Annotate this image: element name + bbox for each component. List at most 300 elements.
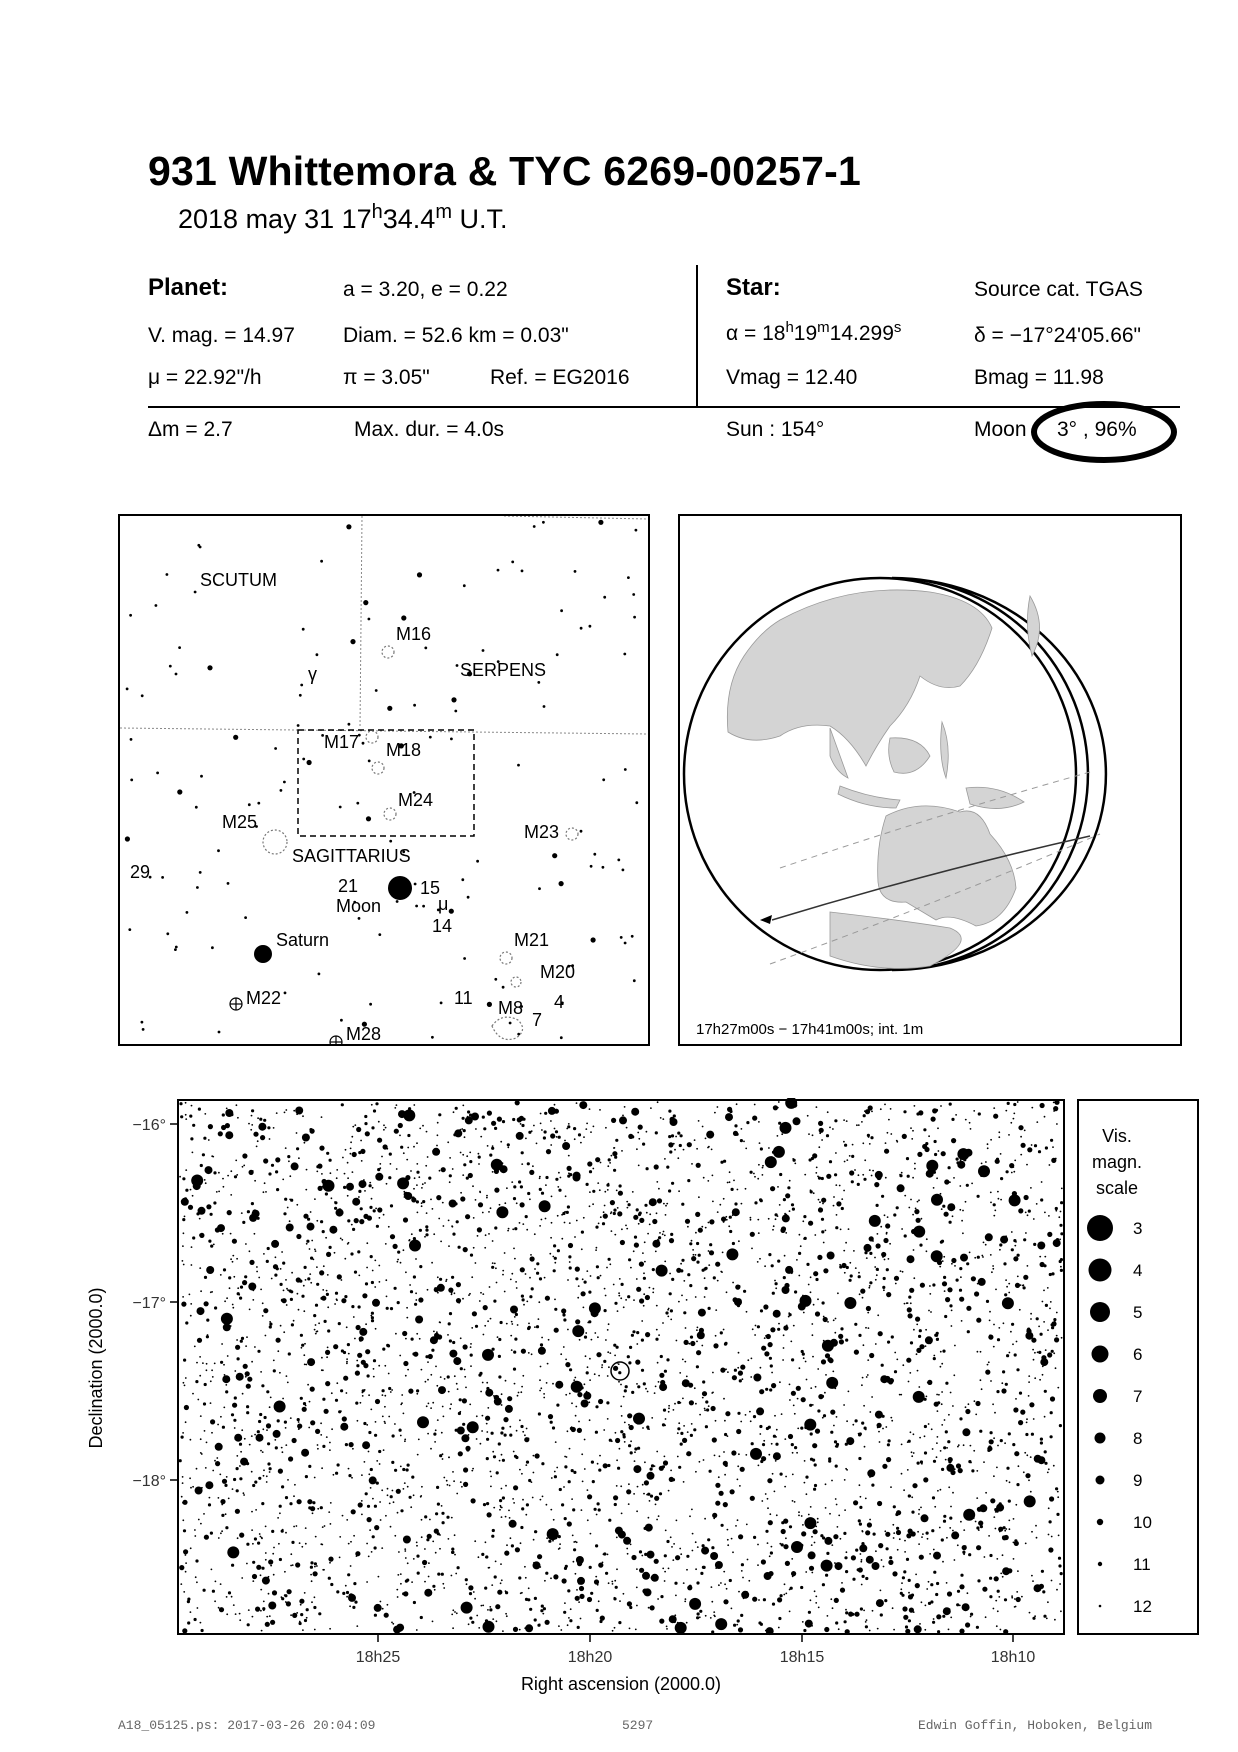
chart-star xyxy=(1000,1199,1002,1201)
chart-star xyxy=(884,1214,886,1216)
chart-star xyxy=(1050,1396,1055,1401)
chart-star xyxy=(366,1581,368,1583)
finder-star xyxy=(387,706,392,711)
chart-star xyxy=(1041,1355,1046,1360)
finder-star xyxy=(589,625,592,628)
finder-star xyxy=(300,684,303,687)
chart-star xyxy=(233,1276,235,1278)
chart-star xyxy=(643,1272,645,1274)
chart-star xyxy=(747,1559,749,1561)
chart-star xyxy=(451,1575,453,1577)
chart-star xyxy=(891,1420,893,1422)
chart-star xyxy=(496,1282,498,1284)
chart-star xyxy=(565,1195,567,1197)
chart-star xyxy=(447,1484,449,1486)
chart-star xyxy=(216,1457,218,1459)
chart-star xyxy=(1030,1187,1032,1189)
chart-star xyxy=(875,1411,883,1419)
chart-star xyxy=(460,1129,462,1131)
chart-star xyxy=(662,1118,664,1120)
chart-star xyxy=(244,1438,246,1440)
chart-star xyxy=(268,1559,273,1564)
chart-star xyxy=(298,1428,300,1430)
chart-star xyxy=(941,1424,943,1426)
chart-star xyxy=(360,1149,365,1154)
chart-star xyxy=(823,1414,826,1417)
chart-star xyxy=(844,1556,847,1559)
chart-star xyxy=(803,1629,806,1632)
chart-star xyxy=(321,1467,323,1469)
chart-star xyxy=(833,1319,835,1321)
chart-star xyxy=(375,1173,383,1181)
chart-star xyxy=(368,1451,370,1453)
chart-star xyxy=(303,1285,305,1287)
chart-star xyxy=(348,1353,350,1355)
chart-star xyxy=(1026,1164,1028,1166)
chart-star xyxy=(976,1470,978,1472)
chart-star xyxy=(1001,1382,1003,1384)
chart-star xyxy=(885,1223,890,1228)
chart-star xyxy=(901,1594,904,1597)
chart-star xyxy=(258,1477,261,1480)
chart-star xyxy=(291,1541,294,1544)
chart-star xyxy=(182,1245,184,1247)
chart-star xyxy=(426,1131,428,1133)
chart-star xyxy=(938,1150,940,1152)
chart-star xyxy=(235,1160,237,1162)
chart-star xyxy=(647,1472,655,1480)
chart-star xyxy=(672,1480,674,1482)
finder-star xyxy=(401,615,406,620)
chart-star xyxy=(858,1519,861,1522)
chart-star xyxy=(859,1523,862,1526)
chart-star xyxy=(494,1575,497,1578)
chart-star xyxy=(544,1112,547,1115)
chart-star xyxy=(631,1391,634,1394)
chart-star xyxy=(261,1630,263,1632)
chart-star xyxy=(597,1463,599,1465)
chart-star xyxy=(810,1506,812,1508)
chart-star xyxy=(734,1202,737,1205)
chart-star xyxy=(883,1277,886,1280)
chart-star xyxy=(241,1337,244,1340)
chart-star xyxy=(746,1121,749,1124)
chart-star xyxy=(411,1338,414,1341)
chart-star xyxy=(597,1276,600,1279)
chart-star xyxy=(236,1467,239,1470)
chart-star xyxy=(1030,1491,1032,1493)
chart-star xyxy=(453,1133,456,1136)
chart-star xyxy=(179,1565,184,1570)
chart-star xyxy=(791,1558,793,1560)
chart-star xyxy=(329,1442,331,1444)
chart-star xyxy=(823,1268,828,1273)
chart-star xyxy=(493,1455,496,1458)
chart-star xyxy=(475,1128,477,1130)
finder-star xyxy=(362,742,365,745)
chart-star xyxy=(1040,1333,1043,1336)
chart-star xyxy=(940,1241,943,1244)
chart-star xyxy=(539,1177,541,1179)
chart-star xyxy=(550,1120,552,1122)
chart-star xyxy=(611,1581,613,1583)
chart-star xyxy=(669,1292,672,1295)
chart-star xyxy=(392,1434,395,1437)
chart-star xyxy=(261,1538,263,1540)
chart-star xyxy=(1025,1433,1028,1436)
chart-star xyxy=(723,1398,725,1400)
chart-star xyxy=(733,1180,735,1182)
chart-star xyxy=(214,1306,217,1309)
chart-star xyxy=(859,1293,861,1295)
chart-star xyxy=(695,1541,697,1543)
chart-star xyxy=(984,1169,987,1172)
chart-star xyxy=(1024,1495,1036,1507)
chart-star xyxy=(214,1363,216,1365)
chart-star xyxy=(668,1142,673,1147)
chart-star xyxy=(513,1185,516,1188)
chart-star xyxy=(465,1578,468,1581)
chart-star xyxy=(738,1534,743,1539)
chart-star xyxy=(350,1252,353,1255)
chart-star xyxy=(502,1120,505,1123)
chart-star xyxy=(523,1304,525,1306)
chart-star xyxy=(627,1355,630,1358)
chart-star xyxy=(197,1607,199,1609)
chart-star xyxy=(879,1441,881,1443)
chart-star xyxy=(995,1511,997,1513)
chart-star xyxy=(483,1503,486,1506)
chart-star xyxy=(200,1622,202,1624)
chart-star xyxy=(1011,1597,1013,1599)
chart-star xyxy=(1035,1525,1037,1527)
chart-star xyxy=(931,1194,943,1206)
chart-star xyxy=(233,1419,236,1422)
chart-star xyxy=(822,1583,825,1586)
chart-star xyxy=(846,1420,848,1422)
chart-star xyxy=(808,1133,810,1135)
chart-star xyxy=(1054,1337,1059,1342)
chart-star xyxy=(475,1325,478,1328)
chart-star xyxy=(838,1515,840,1517)
chart-star xyxy=(257,1430,260,1433)
chart-star xyxy=(478,1202,483,1207)
chart-star xyxy=(441,1505,443,1507)
chart-star xyxy=(284,1594,287,1597)
chart-star xyxy=(947,1591,952,1596)
chart-star xyxy=(597,1502,600,1505)
chart-star xyxy=(425,1225,428,1228)
chart-star xyxy=(449,1174,452,1177)
chart-star xyxy=(650,1468,653,1471)
chart-star xyxy=(668,1405,670,1407)
chart-star xyxy=(329,1226,337,1234)
chart-star xyxy=(663,1460,668,1465)
chart-star xyxy=(515,1547,520,1552)
chart-star xyxy=(882,1415,885,1418)
chart-star xyxy=(1003,1526,1006,1529)
finder-chart xyxy=(118,514,650,1046)
chart-star xyxy=(343,1301,345,1303)
chart-star xyxy=(581,1400,589,1408)
chart-star xyxy=(481,1605,483,1607)
finder-star xyxy=(169,665,172,668)
finder-star xyxy=(186,911,189,914)
chart-star xyxy=(571,1498,573,1500)
chart-star xyxy=(647,1391,649,1393)
chart-star xyxy=(572,1535,574,1537)
chart-star xyxy=(519,1116,524,1121)
chart-star xyxy=(631,1427,633,1429)
chart-star xyxy=(373,1368,375,1370)
chart-star xyxy=(437,1122,439,1124)
chart-star xyxy=(478,1627,480,1629)
chart-star xyxy=(470,1346,472,1348)
chart-star xyxy=(221,1343,223,1345)
chart-star xyxy=(352,1606,355,1609)
chart-star xyxy=(528,1587,530,1589)
chart-star xyxy=(486,1423,488,1425)
chart-star xyxy=(817,1255,822,1260)
chart-star xyxy=(427,1534,432,1539)
chart-star xyxy=(621,1283,624,1286)
label-21: 21 xyxy=(338,876,359,896)
chart-star xyxy=(835,1184,837,1186)
chart-star xyxy=(840,1229,842,1231)
chart-star xyxy=(677,1432,679,1434)
chart-star xyxy=(399,1429,402,1432)
chart-star xyxy=(562,1578,567,1583)
chart-star xyxy=(791,1541,803,1553)
legend-magnitude-label: 12 xyxy=(1133,1597,1152,1616)
chart-star xyxy=(993,1107,995,1109)
chart-star xyxy=(840,1327,843,1330)
chart-star xyxy=(1026,1454,1028,1456)
chart-star xyxy=(529,1198,531,1200)
chart-star xyxy=(584,1336,587,1339)
finder-star xyxy=(533,525,536,528)
chart-star xyxy=(547,1363,549,1365)
chart-star xyxy=(967,1592,969,1594)
chart-star xyxy=(836,1416,838,1418)
chart-star xyxy=(508,1228,510,1230)
chart-star xyxy=(499,1509,501,1511)
chart-star xyxy=(493,1395,495,1397)
chart-star xyxy=(632,1330,635,1333)
chart-star xyxy=(901,1172,903,1174)
chart-star xyxy=(589,1205,591,1207)
chart-star xyxy=(274,1274,277,1277)
chart-star xyxy=(481,1430,483,1432)
chart-star xyxy=(959,1209,961,1211)
finder-star xyxy=(603,596,606,599)
chart-star xyxy=(595,1431,598,1434)
chart-star xyxy=(658,1515,660,1517)
chart-star xyxy=(884,1104,886,1106)
moon-disc xyxy=(388,876,412,900)
chart-star xyxy=(385,1279,387,1281)
chart-star xyxy=(845,1629,850,1634)
chart-star xyxy=(545,1296,550,1301)
chart-star xyxy=(754,1176,756,1178)
chart-star xyxy=(420,1496,422,1498)
chart-star xyxy=(634,1243,639,1248)
chart-star xyxy=(290,1298,293,1301)
chart-star xyxy=(685,1327,687,1329)
chart-star xyxy=(758,1232,760,1234)
chart-star xyxy=(191,1246,193,1248)
chart-star xyxy=(971,1469,974,1472)
chart-star xyxy=(434,1589,436,1591)
chart-star xyxy=(908,1381,910,1383)
chart-star xyxy=(708,1250,710,1252)
chart-star xyxy=(760,1309,763,1312)
chart-star xyxy=(715,1483,720,1488)
chart-star xyxy=(612,1151,617,1156)
chart-star xyxy=(482,1605,484,1607)
chart-star xyxy=(239,1613,241,1615)
chart-star xyxy=(741,1563,744,1566)
chart-star xyxy=(781,1529,786,1534)
chart-star xyxy=(806,1379,808,1381)
chart-star xyxy=(904,1234,907,1237)
chart-star xyxy=(321,1544,323,1546)
chart-star xyxy=(334,1252,336,1254)
chart-star xyxy=(611,1230,613,1232)
chart-star xyxy=(599,1109,601,1111)
chart-star xyxy=(504,1291,506,1293)
chart-star xyxy=(771,1372,773,1374)
chart-star xyxy=(685,1598,687,1600)
chart-star xyxy=(190,1547,192,1549)
chart-star xyxy=(403,1488,405,1490)
finder-star xyxy=(624,942,627,945)
chart-star xyxy=(493,1507,495,1509)
chart-star xyxy=(591,1339,593,1341)
chart-star xyxy=(647,1233,649,1235)
chart-star xyxy=(683,1582,685,1584)
chart-star xyxy=(355,1402,358,1405)
chart-star xyxy=(680,1553,682,1555)
finder-star xyxy=(142,1028,145,1031)
chart-star xyxy=(944,1315,947,1318)
chart-star xyxy=(859,1544,867,1552)
chart-star xyxy=(774,1415,776,1417)
chart-star xyxy=(649,1287,651,1289)
chart-star xyxy=(746,1591,748,1593)
finder-star xyxy=(196,886,199,889)
chart-star xyxy=(489,1606,491,1608)
chart-star xyxy=(182,1296,184,1298)
chart-star xyxy=(953,1374,955,1376)
chart-star xyxy=(874,1266,876,1268)
chart-star xyxy=(564,1517,567,1520)
chart-star xyxy=(369,1529,371,1531)
chart-star xyxy=(835,1621,838,1624)
chart-star xyxy=(276,1112,278,1114)
chart-star xyxy=(530,1256,535,1261)
chart-star xyxy=(745,1188,747,1190)
chart-star xyxy=(654,1392,656,1394)
chart-star xyxy=(346,1326,348,1328)
chart-star xyxy=(770,1551,773,1554)
chart-star xyxy=(912,1177,914,1179)
chart-star xyxy=(1033,1359,1035,1361)
chart-star xyxy=(421,1486,423,1488)
chart-star xyxy=(887,1443,890,1446)
chart-star xyxy=(883,1238,888,1243)
chart-star xyxy=(1061,1337,1063,1339)
chart-star xyxy=(959,1267,962,1270)
chart-star xyxy=(342,1157,344,1159)
chart-star xyxy=(534,1618,537,1621)
chart-star xyxy=(996,1625,998,1627)
chart-star xyxy=(458,1451,463,1456)
chart-star xyxy=(325,1381,330,1386)
chart-star xyxy=(573,1561,575,1563)
chart-star xyxy=(1000,1439,1003,1442)
chart-star xyxy=(374,1604,382,1612)
chart-star xyxy=(422,1200,425,1203)
chart-star xyxy=(719,1491,724,1496)
chart-star xyxy=(794,1163,796,1165)
chart-star xyxy=(269,1325,272,1328)
chart-star xyxy=(680,1402,682,1404)
chart-star xyxy=(528,1323,530,1325)
chart-star xyxy=(987,1147,989,1149)
chart-star xyxy=(257,1117,259,1119)
chart-star xyxy=(205,1467,207,1469)
chart-star xyxy=(461,1128,463,1130)
chart-star xyxy=(918,1513,920,1515)
chart-star xyxy=(292,1438,297,1443)
chart-star xyxy=(442,1406,444,1408)
chart-star xyxy=(481,1553,484,1556)
chart-star xyxy=(408,1240,410,1242)
chart-star xyxy=(411,1476,414,1479)
chart-star xyxy=(758,1599,760,1601)
chart-star xyxy=(771,1383,776,1388)
chart-star xyxy=(343,1376,348,1381)
chart-star xyxy=(780,1473,783,1476)
chart-star xyxy=(804,1426,807,1429)
chart-star xyxy=(607,1375,609,1377)
chart-star xyxy=(451,1517,453,1519)
chart-star xyxy=(492,1348,495,1351)
chart-star xyxy=(623,1306,625,1308)
chart-star xyxy=(320,1220,323,1223)
chart-star xyxy=(682,1359,684,1361)
chart-star xyxy=(778,1101,780,1103)
chart-star xyxy=(765,1530,768,1533)
chart-star xyxy=(1050,1139,1053,1142)
chart-star xyxy=(628,1203,631,1206)
chart-star xyxy=(951,1531,959,1539)
chart-star xyxy=(934,1402,939,1407)
finder-star xyxy=(414,883,417,886)
chart-star xyxy=(346,1363,348,1365)
chart-star xyxy=(371,1312,374,1315)
chart-star xyxy=(546,1504,548,1506)
chart-star xyxy=(328,1577,331,1580)
chart-star xyxy=(571,1381,583,1393)
chart-star xyxy=(439,1321,441,1323)
chart-star xyxy=(784,1283,789,1288)
label-m24: M24 xyxy=(398,790,434,810)
chart-star xyxy=(646,1212,648,1214)
chart-star xyxy=(931,1428,933,1430)
chart-star xyxy=(416,1545,418,1547)
